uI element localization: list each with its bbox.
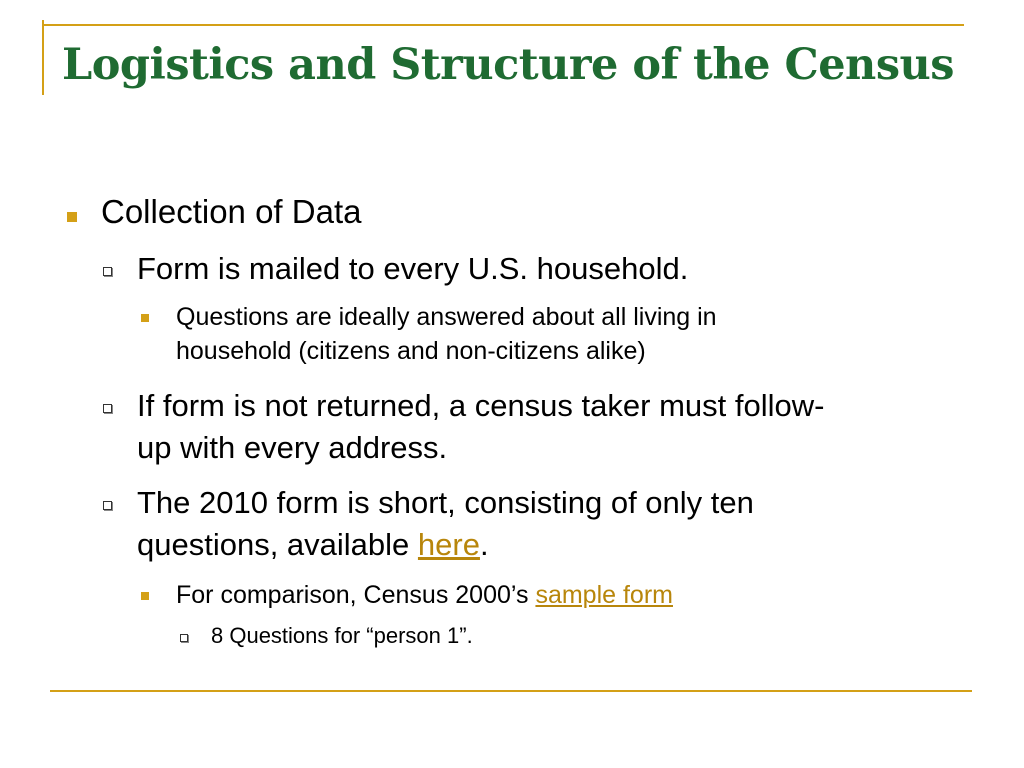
bullet-collection-of-data: Collection of Data (101, 193, 362, 230)
bullet-2010-form-prefix: questions, available (137, 527, 418, 562)
bullet-questions-answered-line1: Questions are ideally answered about all living in (176, 303, 717, 331)
filled-square-bullet-icon (141, 592, 149, 600)
filled-square-bullet-icon (141, 314, 149, 322)
bullet-comparison (176, 578, 673, 612)
bullet-person-1: 8 Questions for “person 1”. (211, 623, 473, 648)
open-square-bullet-icon (103, 267, 112, 276)
bullet-comparison-prefix: For comparison, Census 2000’s (176, 581, 536, 609)
bullet-not-returned-line2: up with every address. (137, 430, 448, 465)
bullet-2010-form-line2 (137, 524, 489, 565)
sample-form-link[interactable]: sample form (535, 581, 673, 609)
open-square-bullet-icon (103, 404, 112, 413)
open-square-bullet-icon (103, 501, 112, 510)
bullet-2010-form-line1: The 2010 form is short, consisting of only ten (137, 485, 754, 520)
open-square-bullet-icon (180, 634, 188, 642)
bullet-questions-answered-line2: household (citizens and non-citizens alike) (176, 337, 646, 365)
here-link[interactable]: here (417, 527, 480, 562)
slide-title: Logistics and Structure of the Census (62, 40, 954, 90)
filled-square-bullet-icon (67, 212, 77, 222)
bullet-2010-form-suffix: . (479, 527, 489, 562)
bullet-not-returned-line1: If form is not returned, a census taker must follow- (137, 388, 825, 423)
bullet-form-mailed: Form is mailed to every U.S. household. (137, 251, 689, 286)
